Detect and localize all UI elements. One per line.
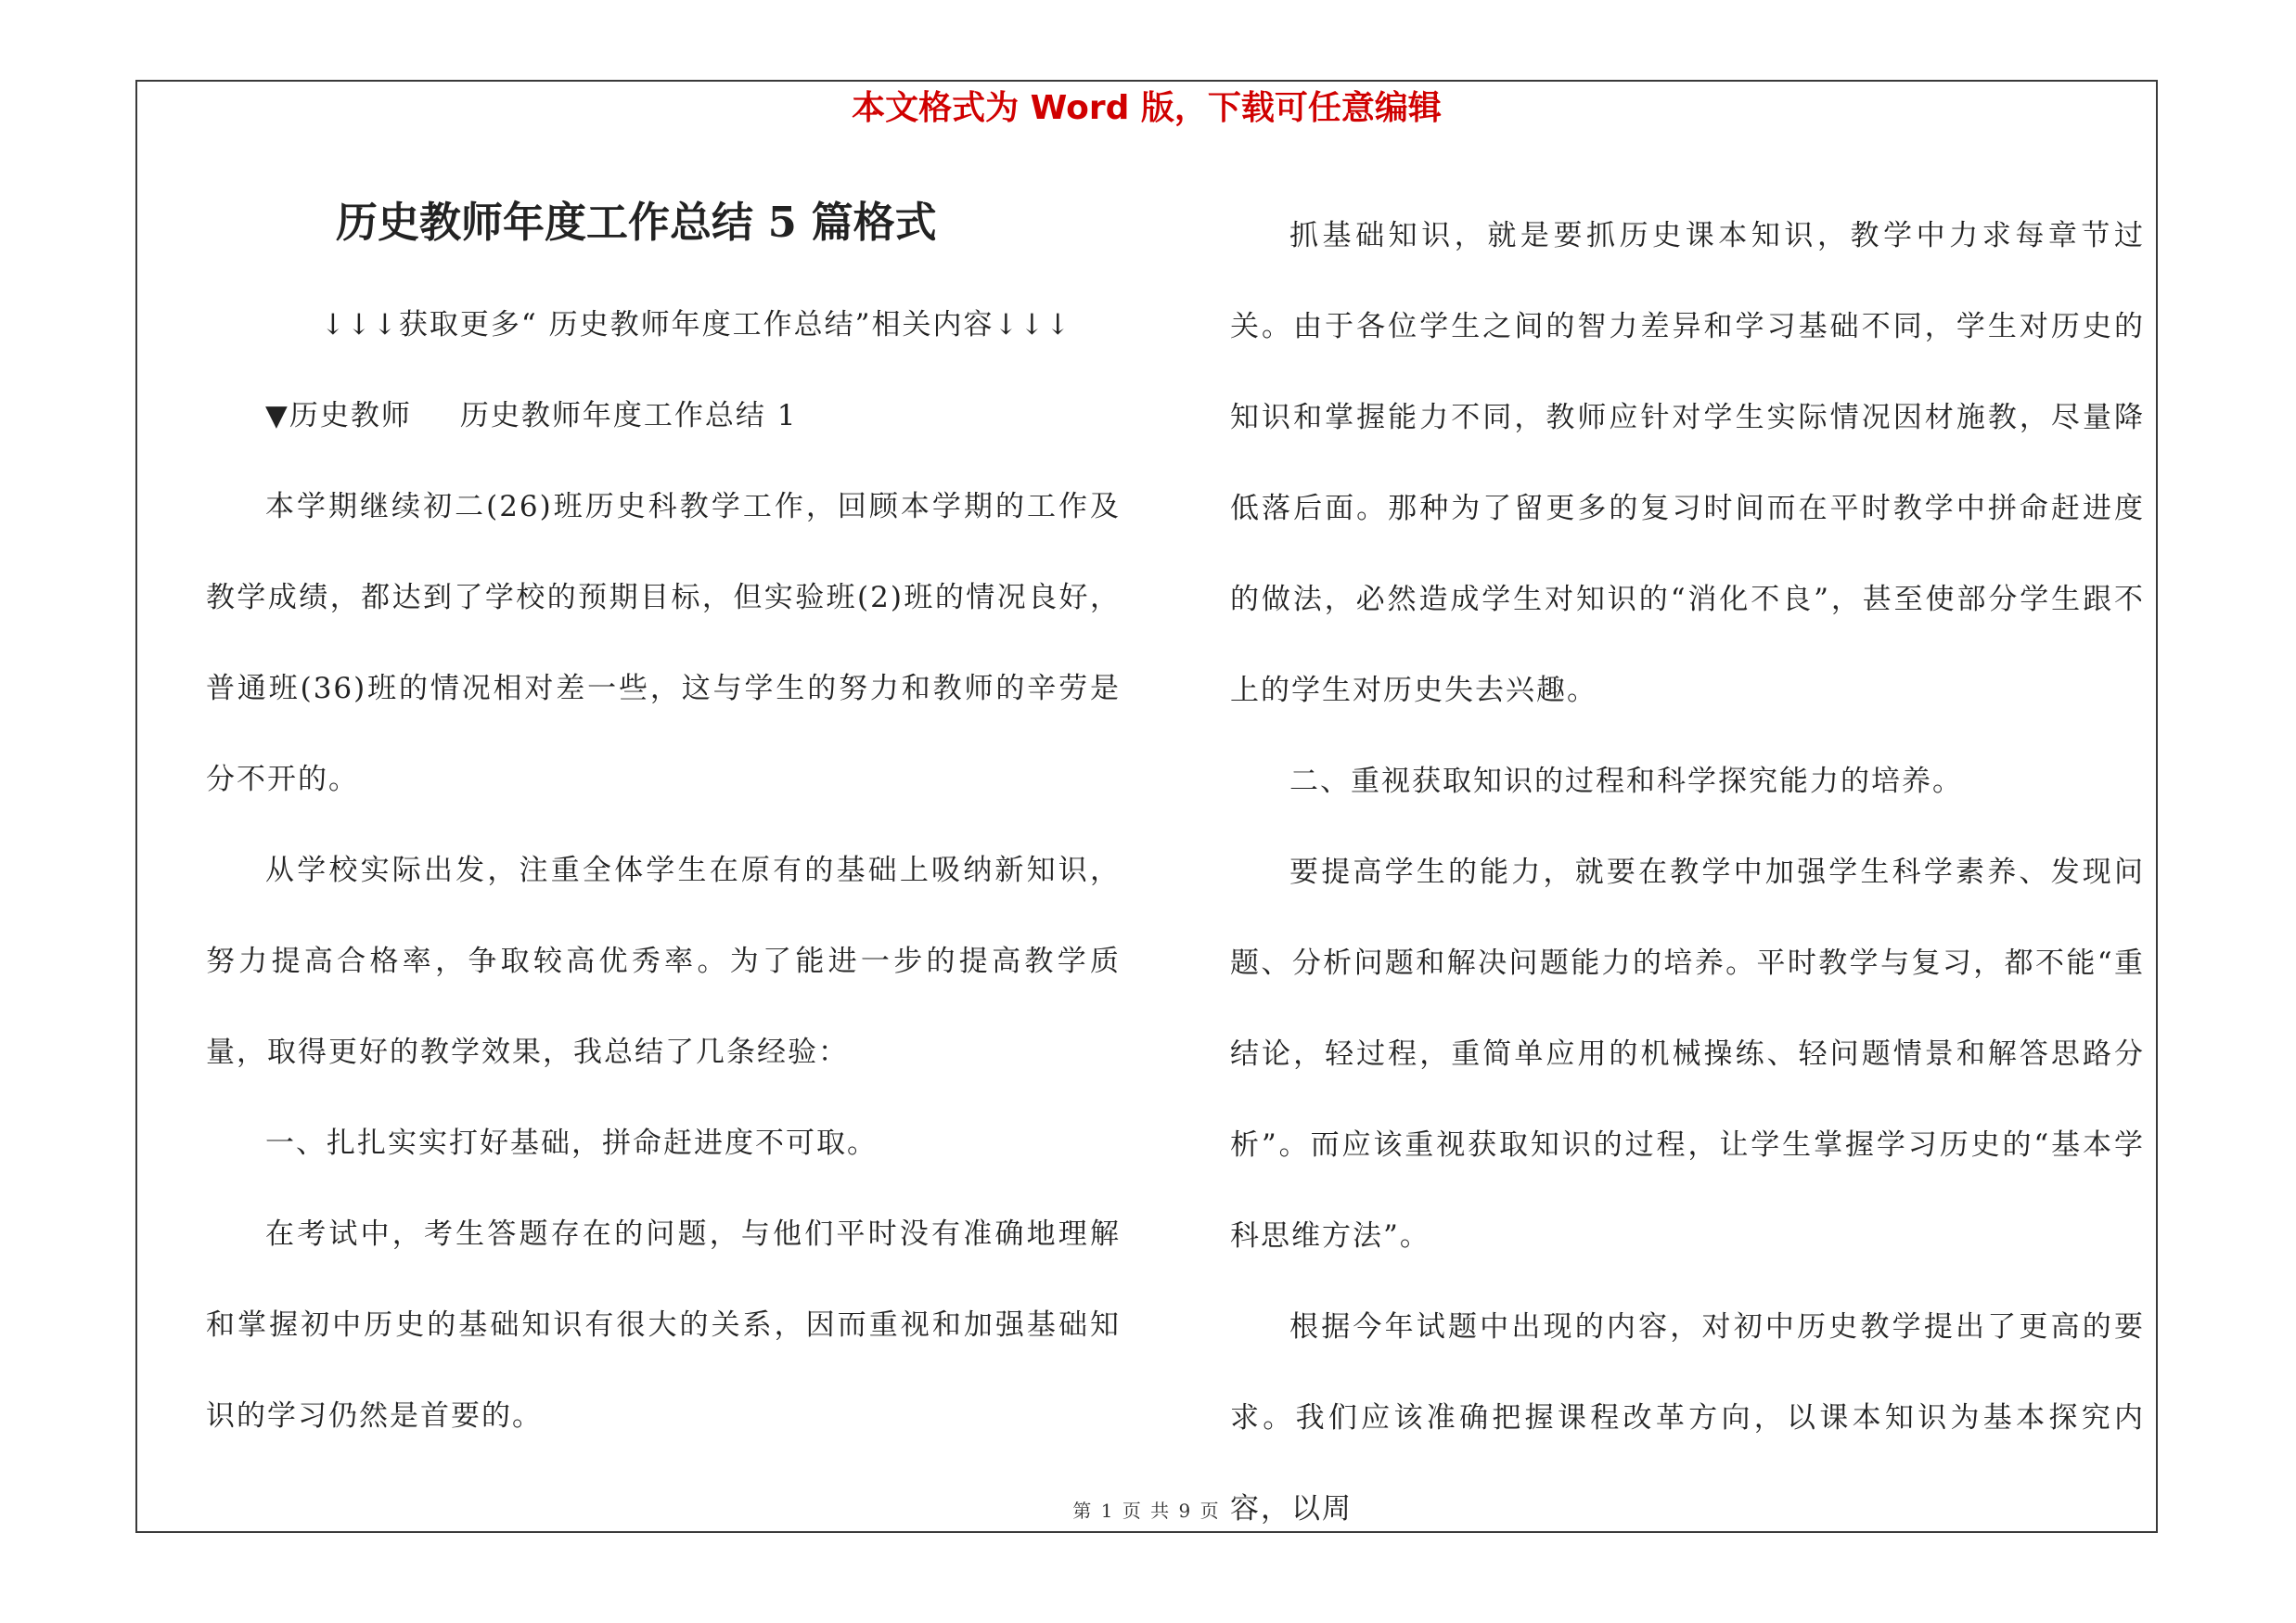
related-content-link[interactable]: ↓↓↓获取更多“ 历史教师年度工作总结”相关内容↓↓↓ bbox=[321, 308, 1072, 341]
paragraph: 在考试中，考生答题存在的问题，与他们平时没有准确地理解和掌握初中历史的基础知识有很大的关系，因而重视和加强基础知识的学习仍然是首要的。 bbox=[206, 1217, 1121, 1433]
document-title: 历史教师年度工作总结 5 篇格式 bbox=[336, 198, 937, 247]
paragraph: 本学期继续初二(26)班历史科教学工作，回顾本学期的工作及教学成绩，都达到了学校的预期目标，但实验班(2)班的情况良好，普通班(36)班的情况相对差一些，这与学生的努力和教师的辛劳是分不开的。 bbox=[206, 490, 1121, 796]
section-heading: 二、重视获取知识的过程和科学探究能力的培养。 bbox=[1289, 765, 1963, 798]
section-heading: 一、扎扎实实打好基础，拼命赶进度不可取。 bbox=[265, 1127, 878, 1160]
category-tag-link[interactable]: ▼历史教师 bbox=[265, 399, 412, 432]
paragraph: 要提高学生的能力，就要在教学中加强学生科学素养、发现问题、分析问题和解决问题能力的培养。平时教学与复习，都不能“重结论，轻过程，重简单应用的机械操练、轻问题情景和解答思路分析”。而应该重视获取知识的过程，让学生掌握学习历史的“基本学科思维方法”。 bbox=[1230, 856, 2145, 1253]
page-number-footer: 第 1 页 共 9 页 bbox=[1072, 1500, 1221, 1522]
right-column bbox=[1230, 190, 2145, 1554]
paragraph: 从学校实际出发，注重全体学生在原有的基础上吸纳新知识，努力提高合格率，争取较高优秀率。为了能进一步的提高教学质量，取得更好的教学效果，我总结了几条经验： bbox=[206, 854, 1121, 1069]
left-column bbox=[206, 190, 1121, 1462]
section-heading-link[interactable]: 历史教师年度工作总结 1 bbox=[459, 399, 798, 432]
paragraph: 抓基础知识，就是要抓历史课本知识，教学中力求每章节过关。由于各位学生之间的智力差异和学习基础不同，学生对历史的知识和掌握能力不同，教师应针对学生实际情况因材施教，尽量降低落后面。那种为了留更多的复习时间而在平时教学中拼命赶进度的做法，必然造成学生对知识的“消化不良”，甚至使部分学生跟不上的学生对历史失去兴趣。 bbox=[1230, 219, 2145, 707]
section-nav bbox=[206, 370, 1121, 461]
word-format-banner: 本文格式为 Word 版，下载可任意编辑 bbox=[852, 89, 1442, 127]
paragraph: 根据今年试题中出现的内容，对初中历史教学提出了更高的要求。我们应该准确把握课程改革方向，以课本知识为基本探究内容，以周 bbox=[1230, 1310, 2145, 1526]
